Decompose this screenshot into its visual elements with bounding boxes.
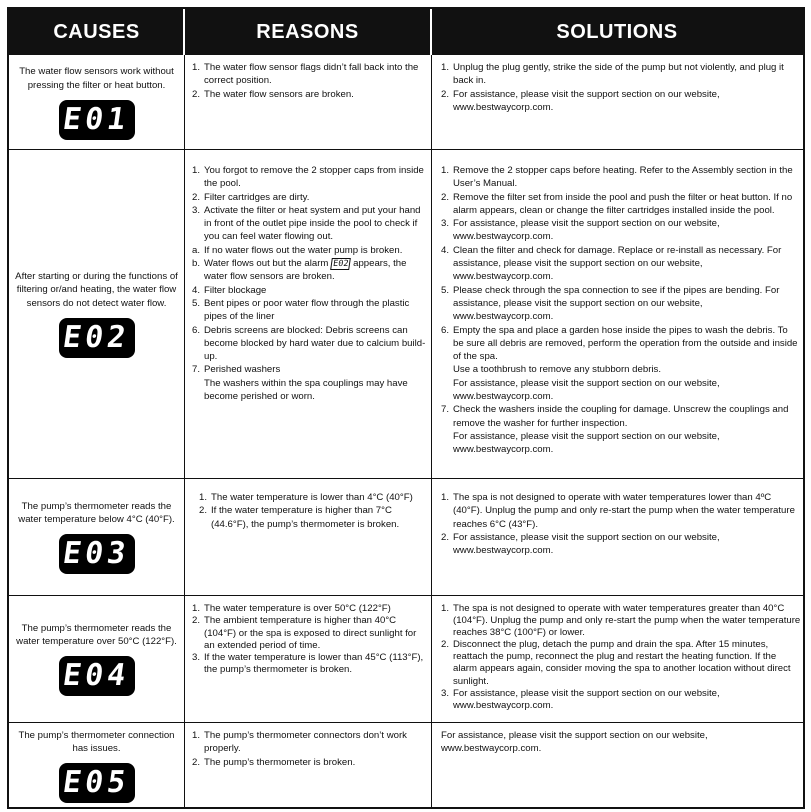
item-number: 2. <box>192 88 201 100</box>
cause-cell <box>9 723 184 809</box>
reasons-list <box>199 491 428 531</box>
item-number: 2. <box>199 505 208 517</box>
header-divider <box>183 9 185 55</box>
item-text: The pump’s thermometer connectors don’t work properly. <box>204 730 407 755</box>
list-item <box>441 284 801 324</box>
list-item <box>192 377 428 404</box>
column-divider <box>431 55 432 807</box>
item-text: The pump’s thermometer is broken. <box>204 756 356 768</box>
item-number: 6. <box>441 324 450 336</box>
list-item <box>192 363 428 376</box>
error-code-display <box>59 656 135 696</box>
error-code-display <box>59 763 135 803</box>
list-item <box>441 688 801 712</box>
list-item <box>441 377 801 404</box>
solutions-cell <box>441 603 801 712</box>
item-text: For assistance, please visit the support section on our website, www.bestwaycorp.com. <box>453 218 720 243</box>
list-item <box>192 61 428 88</box>
list-item <box>441 191 801 218</box>
item-number: 1. <box>441 492 450 503</box>
item-text: If the water temperature is lower than 45°C (113°F), the pump’s thermometer is broken. <box>204 652 424 676</box>
cause-text: The pump’s thermometer connection has issues. <box>18 729 175 754</box>
list-item <box>192 204 428 244</box>
item-number: 2. <box>192 191 201 203</box>
list-item <box>192 284 428 297</box>
item-number: 2. <box>441 639 450 651</box>
item-text: appears, the water flow sensors are broken. <box>204 258 407 283</box>
list-item <box>441 639 801 687</box>
item-text: For assistance, please visit the support section on our website, www.bestwaycorp.com. <box>453 88 720 113</box>
item-number: 1. <box>441 165 450 176</box>
cause-text: The pump’s thermometer reads the water temperature below 4°C (40°F). <box>18 500 175 525</box>
item-text: Clean the filter and check for damage. Replace or re-install as necessary. For assistance, please visit the support section on our website, www.bestwaycorp.com. <box>453 244 782 283</box>
list-item <box>192 257 428 284</box>
solutions-list <box>441 164 801 457</box>
item-number: 3. <box>192 652 201 664</box>
item-number: 7. <box>192 364 201 376</box>
header-solutions: SOLUTIONS <box>431 9 803 55</box>
item-text: The spa is not designed to operate with water temperatures lower than 4ºC (40°F). Unplug the pump and only re-start the pump when the water temperature reaches 6°C (43°F). <box>453 492 795 530</box>
list-item <box>192 603 428 615</box>
item-text: Perished washers <box>204 364 281 376</box>
list-item <box>199 491 428 504</box>
list-item <box>192 244 428 257</box>
error-code: E02 <box>61 319 133 355</box>
error-code: E05 <box>61 765 133 801</box>
item-text: Remove the filter set from inside the pool and push the filter or heat button. If no alarm appears, clean or change the filter cartridges installed inside the pool. <box>453 191 793 216</box>
item-text: The water temperature is lower than 4°C (40°F) <box>211 492 413 503</box>
item-number: 2. <box>441 531 450 543</box>
list-item <box>441 217 801 244</box>
header-reasons: REASONS <box>184 9 431 55</box>
cause-cell <box>9 56 184 149</box>
reasons-list <box>192 603 428 677</box>
item-text: Remove the 2 stopper caps before heating. Refer to the Assembly section in the User’s Manual. <box>453 165 793 190</box>
item-number: 7. <box>441 404 450 416</box>
item-text: Filter cartridges are dirty. <box>204 191 310 203</box>
item-text: Water flows out but the alarm <box>204 258 332 270</box>
item-number: 5. <box>192 297 201 309</box>
item-number: 2. <box>192 756 201 768</box>
error-code-display <box>59 100 135 140</box>
list-item <box>441 324 801 364</box>
list-item <box>441 61 801 88</box>
solutions-cell <box>441 729 741 756</box>
list-item <box>441 491 801 531</box>
item-number: 2. <box>441 88 450 100</box>
cause-text: After starting or during the functions of filtering or/and heating, the water flow sensors do not detect water flow. <box>15 271 178 309</box>
list-item <box>441 363 801 376</box>
reasons-cell <box>199 491 428 531</box>
reasons-list <box>192 729 428 769</box>
error-code: E03 <box>61 536 133 572</box>
item-text: Empty the spa and place a garden hose inside the pipes to wash the debris. To be sure all debris are removed, perform the operation from the outside and inside of the spa. <box>453 324 798 363</box>
item-number: 5. <box>441 284 450 296</box>
item-text: Filter blockage <box>204 284 267 296</box>
reasons-cell <box>192 729 428 769</box>
item-number: 1. <box>441 62 450 73</box>
header-causes: CAUSES <box>9 9 184 55</box>
item-number: 1. <box>199 492 208 503</box>
item-number: 3. <box>441 687 450 699</box>
list-item <box>192 191 428 204</box>
error-code: E01 <box>61 101 133 137</box>
item-text: Use a toothbrush to remove any stubborn debris. <box>453 364 661 376</box>
item-text: For assistance, please visit the support section on our website, www.bestwaycorp.com. <box>453 430 720 456</box>
list-item <box>441 164 801 191</box>
list-item <box>441 729 741 756</box>
list-item <box>441 403 801 430</box>
list-item <box>441 603 801 639</box>
item-text: The ambient temperature is higher than 40°C (104°F) or the spa is exposed to direct sunlight for an extended period of time. <box>204 615 417 651</box>
item-text: The washers within the spa couplings may have become perished or worn. <box>204 377 408 403</box>
item-number: 1. <box>192 603 201 614</box>
item-text: Activate the filter or heat system and put your hand in front of the outlet pipe inside the pool to check if you can feel water flowing out. <box>204 204 421 243</box>
list-item <box>441 88 801 115</box>
list-item <box>192 324 428 364</box>
item-text: For assistance, please visit the support section on our website, www.bestwaycorp.com. <box>453 377 720 403</box>
solutions-list <box>441 729 741 756</box>
item-number: 4. <box>192 284 201 296</box>
list-item <box>192 615 428 652</box>
item-text: The water flow sensors are broken. <box>204 88 354 100</box>
reasons-cell <box>192 61 428 101</box>
reasons-list <box>192 61 428 101</box>
item-number: 3. <box>441 218 450 230</box>
error-code-display <box>59 318 135 358</box>
reasons-cell <box>192 164 428 403</box>
item-number: a. <box>192 244 201 256</box>
item-text: If the water temperature is higher than 7°C (44.6°F), the pump’s thermometer is broken. <box>211 505 400 530</box>
item-text: If no water flows out the water pump is broken. <box>204 244 403 256</box>
item-text: Check the washers inside the coupling for damage. Unscrew the couplings and remove the washer for further inspection. <box>453 404 789 429</box>
item-text: The water temperature is over 50°C (122°F) <box>204 603 391 614</box>
item-text: You forgot to remove the 2 stopper caps from inside the pool. <box>204 165 424 190</box>
list-item <box>192 652 428 677</box>
solutions-list <box>441 491 801 557</box>
item-text: Disconnect the plug, detach the pump and drain the spa. After 15 minutes, reattach the pump, reconnect the plug and restart the heating function. If the alarm appears again, consider moving the spa to another location without direct sunlight. <box>453 639 791 687</box>
list-item <box>441 430 801 457</box>
item-text: Please check through the spa connection to see if the pipes are bending. For assistance, please visit the support section on our website, www.bestwaycorp.com. <box>453 284 780 323</box>
cause-text: The water flow sensors work without pressing the filter or heat button. <box>19 66 174 91</box>
reasons-list <box>192 164 428 403</box>
list-item <box>192 88 428 101</box>
cause-cell <box>9 596 184 722</box>
error-code-inline: E02 <box>330 258 351 270</box>
item-number: 1. <box>192 62 201 73</box>
item-text: Bent pipes or poor water flow through the plastic pipes of the liner <box>204 297 410 323</box>
item-number: 2. <box>192 615 201 627</box>
column-divider <box>184 55 185 807</box>
list-item <box>441 531 801 558</box>
list-item <box>441 244 801 284</box>
item-text: Unplug the plug gently, strike the side of the pump but not violently, and plug it back in. <box>453 62 784 87</box>
item-text: For assistance, please visit the support section on our website, www.bestwaycorp.com. <box>453 531 720 557</box>
reasons-cell <box>192 603 428 677</box>
item-number: b. <box>192 258 201 270</box>
item-text: The spa is not designed to operate with water temperatures greater than 40°C (104°F). Unplug the pump and only re-start the pump when the water temperature reaches 38°C (100°F) or lower. <box>453 603 801 639</box>
cause-cell <box>9 150 184 478</box>
list-item <box>192 756 428 769</box>
solutions-cell <box>441 164 801 457</box>
troubleshooting-table <box>7 7 805 809</box>
solutions-cell <box>441 491 801 557</box>
list-item <box>192 729 428 756</box>
item-number: 1. <box>192 165 201 176</box>
solutions-list <box>441 61 801 114</box>
list-item <box>199 504 428 531</box>
item-number: 2. <box>441 191 450 203</box>
solutions-cell <box>441 61 801 114</box>
item-text: Debris screens are blocked: Debris screens can become blocked by hard water due to calcium build-up. <box>204 324 426 363</box>
item-number: 1. <box>441 603 450 614</box>
error-code: E04 <box>61 658 133 694</box>
item-text: For assistance, please visit the support section on our website, www.bestwaycorp.com. <box>453 687 720 711</box>
error-code-display <box>59 534 135 574</box>
list-item <box>192 297 428 324</box>
list-item <box>192 164 428 191</box>
item-number: 1. <box>192 730 201 741</box>
item-number: 3. <box>192 204 201 216</box>
solutions-list <box>441 603 801 712</box>
cause-text: The pump’s thermometer reads the water temperature over 50°C (122°F). <box>16 622 177 647</box>
item-number: 6. <box>192 324 201 336</box>
item-number: 4. <box>441 244 450 256</box>
header-divider <box>430 9 432 55</box>
item-text: For assistance, please visit the support section on our website, www.bestwaycorp.com. <box>441 730 708 755</box>
item-text: The water flow sensor flags didn’t fall back into the correct position. <box>204 62 419 87</box>
cause-cell <box>9 479 184 595</box>
